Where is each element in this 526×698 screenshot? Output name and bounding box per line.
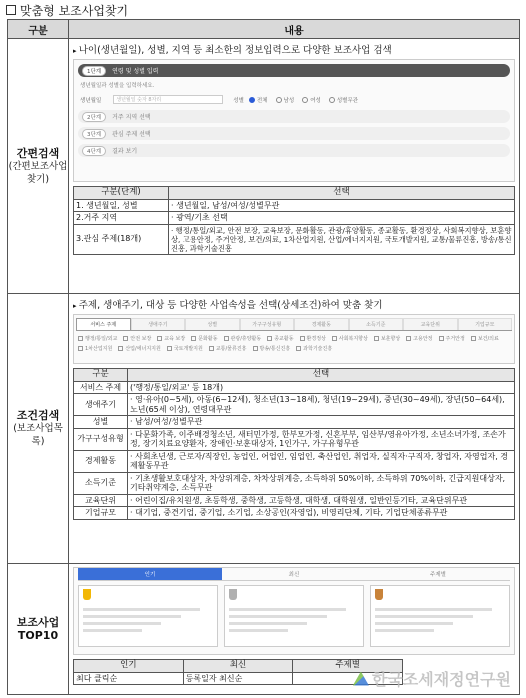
- condition-mock-tab[interactable]: 성별: [185, 318, 240, 330]
- condition-chip-checkbox[interactable]: 교통/물류진흥: [209, 345, 247, 352]
- condition-chip-checkbox[interactable]: 보훈향상: [374, 335, 400, 342]
- condition-search-mockup: [73, 314, 515, 364]
- row-key: 성별: [74, 416, 128, 429]
- table-row: [74, 394, 515, 416]
- condition-options-table: [73, 368, 515, 520]
- row-key: 서비스 주제: [74, 381, 128, 394]
- condition-chip-checkbox[interactable]: 관광/휴양활동: [224, 335, 262, 342]
- card-text-line: [375, 629, 434, 632]
- condition-chip-checkbox[interactable]: 고용안정: [406, 335, 432, 342]
- gender-radio-female[interactable]: 여성: [302, 96, 321, 104]
- row-value: · 영·유아(0~5세), 아동(6~12세), 청소년(13~18세), 청년(19~29세), 중년(30~49세), 장년(50~64세), 노년(65세 이상), 연령대무관: [128, 394, 515, 416]
- condition-mock-tab[interactable]: 가구구성유형: [240, 318, 295, 330]
- condition-chip-checkbox[interactable]: 종교활동: [267, 335, 293, 342]
- header-col2: 내용: [69, 20, 520, 39]
- top10-h-popular: 인기: [74, 660, 184, 673]
- birth-input[interactable]: 생년월일 숫자 8자리: [113, 95, 223, 104]
- gender-radio-any[interactable]: 성별무관: [329, 96, 358, 104]
- top10-v-latest: 등록일자 최신순: [183, 672, 293, 685]
- condition-chip-checkbox[interactable]: 환경정상: [300, 335, 326, 342]
- gender-radio-male[interactable]: 남성: [276, 96, 295, 104]
- condition-mock-tab[interactable]: 기업규모: [458, 318, 513, 330]
- row-value: · 다문화가족, 이주배경청소년, 새터민가정, 한부모가정, 신혼부부, 임산부/영유아가정, 소년소녀가정, 조손가정, 장기치료요양환자, 장애인·보훈대상자, 1인가구, 가구유형무관: [128, 428, 515, 450]
- top10-label-sub: TOP10: [17, 629, 59, 642]
- table-row: [74, 428, 515, 450]
- condition-mock-tab[interactable]: 소득기준: [349, 318, 404, 330]
- row-value: · 행정/통일/외교, 안전 보장, 교육보장, 문화활동, 관광/휴양활동, 종교활동, 환경정상, 사회복지향상, 보훈향상, 고용안정, 주거안정, 보건/의료, 1차산업지원, 산업/에너지지원, 국토개발지원, 교통/물류진흥, 방송/통신진흥, 과학기술진흥: [169, 224, 515, 254]
- card-text-line: [229, 608, 346, 611]
- simple-label-sub: (간편보조사업찾기): [8, 160, 68, 185]
- top10-mock-tabs: [78, 568, 510, 581]
- birth-label: 생년월일: [80, 97, 102, 104]
- step1-bar[interactable]: [78, 64, 510, 77]
- step2-label: 거주 지역 선택: [112, 114, 151, 121]
- top10-mockup: [73, 567, 515, 655]
- top10-h-topic: 주제별: [293, 660, 403, 673]
- row-key: 1. 생년월일, 성별: [74, 199, 169, 212]
- table-row: [74, 212, 515, 225]
- medal-icon: [229, 589, 237, 600]
- watermark: [353, 667, 511, 690]
- gender-radio-all[interactable]: 전체: [249, 96, 268, 104]
- card-text-line: [83, 629, 142, 632]
- step2-bar[interactable]: [78, 110, 510, 123]
- card-text-line: [229, 629, 288, 632]
- condition-chip-checkbox[interactable]: 행정/통일/외교: [78, 335, 117, 342]
- condition-chip-checkbox[interactable]: 사회복지향상: [332, 335, 368, 342]
- condition-label-sub: (보조사업목록): [13, 423, 63, 447]
- condition-chip-checkbox[interactable]: 문화활동: [191, 335, 217, 342]
- row-value: · 어린이집/유치원생, 초등학생, 중학생, 고등학생, 대학생, 대학원생, 일반인등기타, 교육단위무관: [128, 494, 515, 507]
- top10-label: [8, 564, 69, 695]
- condition-chip-checkbox[interactable]: 보건/의료: [471, 335, 499, 342]
- row-key: 2.거주 지역: [74, 212, 169, 225]
- top10-card[interactable]: [370, 585, 510, 647]
- page-title-text: 맞춤형 보조사업찾기: [20, 3, 129, 18]
- step1-num: 1단계: [82, 66, 106, 76]
- simple-options-table: [73, 186, 515, 255]
- row-value: · 광역/기초 선택: [169, 212, 515, 225]
- card-text-line: [83, 622, 161, 625]
- table-row: [74, 381, 515, 394]
- condition-label-main: 조건검색: [16, 409, 60, 422]
- condition-tabs: [76, 318, 512, 331]
- card-text-line: [83, 608, 200, 611]
- row-key: 3.관심 주제(18개): [74, 224, 169, 254]
- medal-icon: [83, 589, 91, 600]
- tab-topic[interactable]: 주제별: [366, 568, 510, 581]
- row-value: · 생년월일, 남성/여성/성별무관: [169, 199, 515, 212]
- condition-chip-checkbox[interactable]: 안전 보장: [123, 335, 151, 342]
- step4-num: 4단계: [82, 146, 106, 156]
- logo-icon: [353, 672, 369, 686]
- step3-num: 3단계: [82, 129, 106, 139]
- row-key: 생애주기: [74, 394, 128, 416]
- simple-table-h2: 선택: [169, 187, 515, 200]
- condition-mock-tab[interactable]: 경제활동: [294, 318, 349, 330]
- simple-label: [8, 39, 69, 294]
- condition-chip-checkbox[interactable]: 방송/통신진흥: [253, 345, 291, 352]
- tab-latest[interactable]: 최신: [222, 568, 366, 581]
- simple-search-mockup: [73, 59, 515, 182]
- card-text-line: [83, 615, 181, 618]
- row-value: · 대기업, 중견기업, 중기업, 소기업, 소상공인(자영업), 비영리단체, 기타, 기업단체종류무관: [128, 507, 515, 520]
- table-row: [74, 472, 515, 494]
- condition-table-h2: 선택: [128, 369, 515, 382]
- page-title: [6, 2, 128, 18]
- row-key: 가구구성유형: [74, 428, 128, 450]
- condition-chip-checkbox[interactable]: 1차산업지원: [78, 345, 112, 352]
- condition-chip-checkbox[interactable]: 국토개발지원: [167, 345, 203, 352]
- top10-v-popular: 최다 클릭순: [74, 672, 184, 685]
- condition-heading: ▸ 주제, 생애주기, 대상 등 다양한 사업속성을 선택(상세조건)하여 맞춤 찾기: [73, 297, 515, 311]
- table-row: [74, 199, 515, 212]
- medal-icon: [375, 589, 383, 600]
- header-col1: 구분: [8, 20, 69, 39]
- condition-mock-tab[interactable]: 교육단위: [403, 318, 458, 330]
- card-text-line: [229, 615, 327, 618]
- card-text-line: [375, 615, 473, 618]
- condition-chip-checkbox[interactable]: 과학기술진흥: [296, 345, 332, 352]
- table-row: [74, 450, 515, 472]
- step4-label: 결과 보기: [112, 148, 138, 155]
- top10-card[interactable]: [78, 585, 218, 647]
- tab-popular[interactable]: 인기: [78, 568, 222, 581]
- row-value: · 남성/여성/성별무관: [128, 416, 515, 429]
- condition-label: [8, 294, 69, 564]
- row-key: 경제활동: [74, 450, 128, 472]
- top10-cards: [74, 581, 514, 651]
- gender-label: 성별: [233, 97, 244, 104]
- step3-bar[interactable]: [78, 127, 510, 140]
- condition-mock-tab[interactable]: 생애주기: [131, 318, 186, 330]
- condition-chip-checkbox[interactable]: 산업/에너지지원: [118, 345, 161, 352]
- condition-chip-checkbox[interactable]: 주거안정: [439, 335, 465, 342]
- simple-label-main: 간편검색: [16, 146, 60, 160]
- top10-label-main: 보조사업: [16, 616, 60, 629]
- table-row: [74, 224, 515, 254]
- row-key: 기업규모: [74, 507, 128, 520]
- birth-gender-row: [80, 95, 508, 104]
- top10-card[interactable]: [224, 585, 364, 647]
- watermark-text: 한국조세재정연구원: [371, 670, 511, 689]
- simple-table-h1: 구분(단계): [74, 187, 169, 200]
- top10-h-latest: 최신: [183, 660, 293, 673]
- simple-heading: ▸ 나이(생년월일), 성별, 지역 등 최소한의 정보입력으로 다양한 보조사업 검색: [73, 42, 515, 56]
- condition-content: [69, 294, 520, 564]
- card-text-line: [229, 622, 307, 625]
- simple-content: [69, 39, 520, 294]
- row-key: 교육단위: [74, 494, 128, 507]
- condition-chip-checkbox[interactable]: 교육 보장: [157, 335, 185, 342]
- row-value: · 기초생활보호대상자, 차상위계층, 차차상위계층, 소득하위 50%이하, 소득하위 70%이하, 긴급지원대상자, 기타취약계층, 소득무관: [128, 472, 515, 494]
- row-value: · 사회초년생, 근로자/직장인, 농업인, 어업인, 임업인, 축산업인, 취업자, 실직자·구직자, 창업자, 자영업자, 경제활동무관: [128, 450, 515, 472]
- card-text-line: [375, 608, 492, 611]
- top10-content: [69, 564, 520, 695]
- step2-num: 2단계: [82, 112, 106, 122]
- condition-table-h1: 구분: [74, 369, 128, 382]
- step1-label: 연령 및 성별 입력: [112, 68, 159, 75]
- step1-note: 생년월일과 성별을 입력하세요.: [80, 83, 155, 89]
- condition-chips: [74, 331, 514, 356]
- condition-mock-tab[interactable]: 서비스 주제: [76, 318, 131, 330]
- checkbox-icon: [6, 5, 16, 15]
- row-key: 소득기준: [74, 472, 128, 494]
- table-row: [74, 416, 515, 429]
- main-table: [7, 19, 520, 695]
- table-row: [74, 494, 515, 507]
- step3-label: 관심 주제 선택: [112, 131, 151, 138]
- table-row: [74, 507, 515, 520]
- step4-bar[interactable]: [78, 144, 510, 157]
- row-value: ('행정/통일/외교' 등 18개): [128, 381, 515, 394]
- card-text-line: [375, 622, 453, 625]
